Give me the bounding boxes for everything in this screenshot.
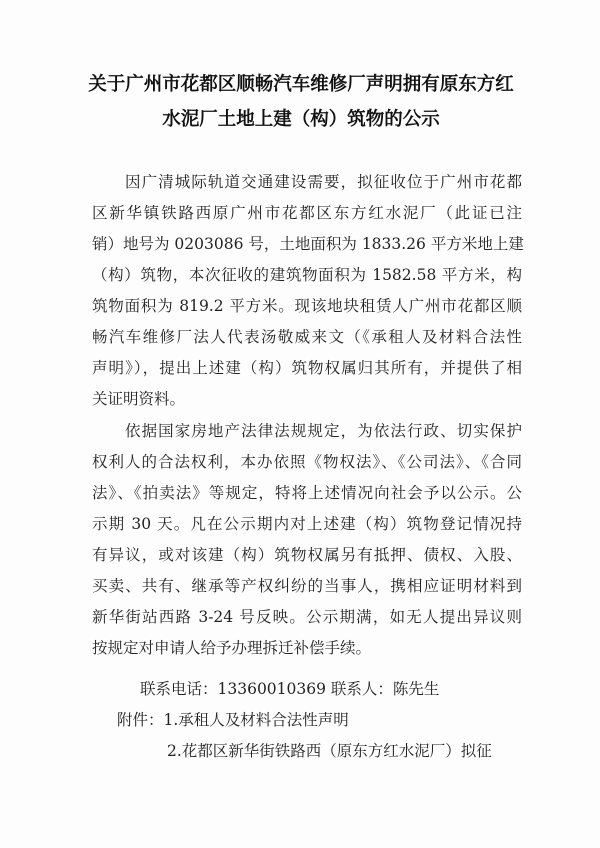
paragraph-2-line: 示期 30 天。凡在公示期内对上述建（构）筑物登记情况持 bbox=[92, 515, 522, 533]
paragraph-2-line: 法》、《拍卖法》等规定，特将上述情况向社会予以公示。公 bbox=[92, 484, 522, 502]
paragraph-2-line: 依据国家房地产法律法规规定，为依法行政、切实保护 bbox=[125, 422, 522, 440]
paragraph-2-line: 新华街站西路 3-24 号反映。公示期满，如无人提出异议则 bbox=[92, 608, 522, 626]
paragraph-2-line: 买卖、共有、继承等产权纠纷的当事人，携相应证明材料到 bbox=[92, 577, 522, 595]
paragraph-1-line: 筑物面积为 819.2 平方米。现该地块租赁人广州市花都区顺 bbox=[92, 297, 522, 315]
paragraph-1-line: 销）地号为 0203086 号，土地面积为 1833.26 平方米地上建 bbox=[92, 235, 524, 253]
paragraph-1-line: 关证明资料。 bbox=[92, 390, 186, 408]
document-title-line-1: 关于广州市花都区顺畅汽车维修厂声明拥有原东方红 bbox=[88, 74, 514, 95]
document-title-line-2: 水泥厂土地上建（构）筑物的公示 bbox=[162, 109, 440, 130]
paragraph-1-line: 畅汽车维修厂法人代表汤敬威来文（《承租人及材料合法性 bbox=[92, 328, 522, 346]
paragraph-2-line: 有异议，或对该建（构）筑物权属另有抵押、债权、入股、 bbox=[92, 546, 522, 564]
contact-info: 联系电话：13360010369 联系人：陈先生 bbox=[140, 680, 440, 698]
paragraph-1-line: 因广清城际轨道交通建设需要，拟征收位于广州市花都 bbox=[125, 173, 522, 191]
attachment-2: 2.花都区新华街铁路西（原东方红水泥厂）拟征 bbox=[167, 742, 492, 760]
paragraph-1-line: （构）筑物，本次征收的建筑物面积为 1582.58 平方米，构 bbox=[92, 266, 522, 284]
attachment-1: 附件：1.承租人及材料合法性声明 bbox=[117, 711, 349, 729]
paragraph-2-line: 权利人的合法权利，本办依照《物权法》、《公司法》、《合同 bbox=[92, 453, 522, 471]
paragraph-1-line: 声明》），提出上述建（构）筑物权属归其所有，并提供了相 bbox=[92, 359, 522, 377]
paragraph-1-line: 区新华镇铁路西原广州市花都区东方红水泥厂（此证已注 bbox=[92, 204, 522, 222]
paragraph-2-line: 按规定对申请人给予办理拆迁补偿手续。 bbox=[92, 639, 372, 657]
